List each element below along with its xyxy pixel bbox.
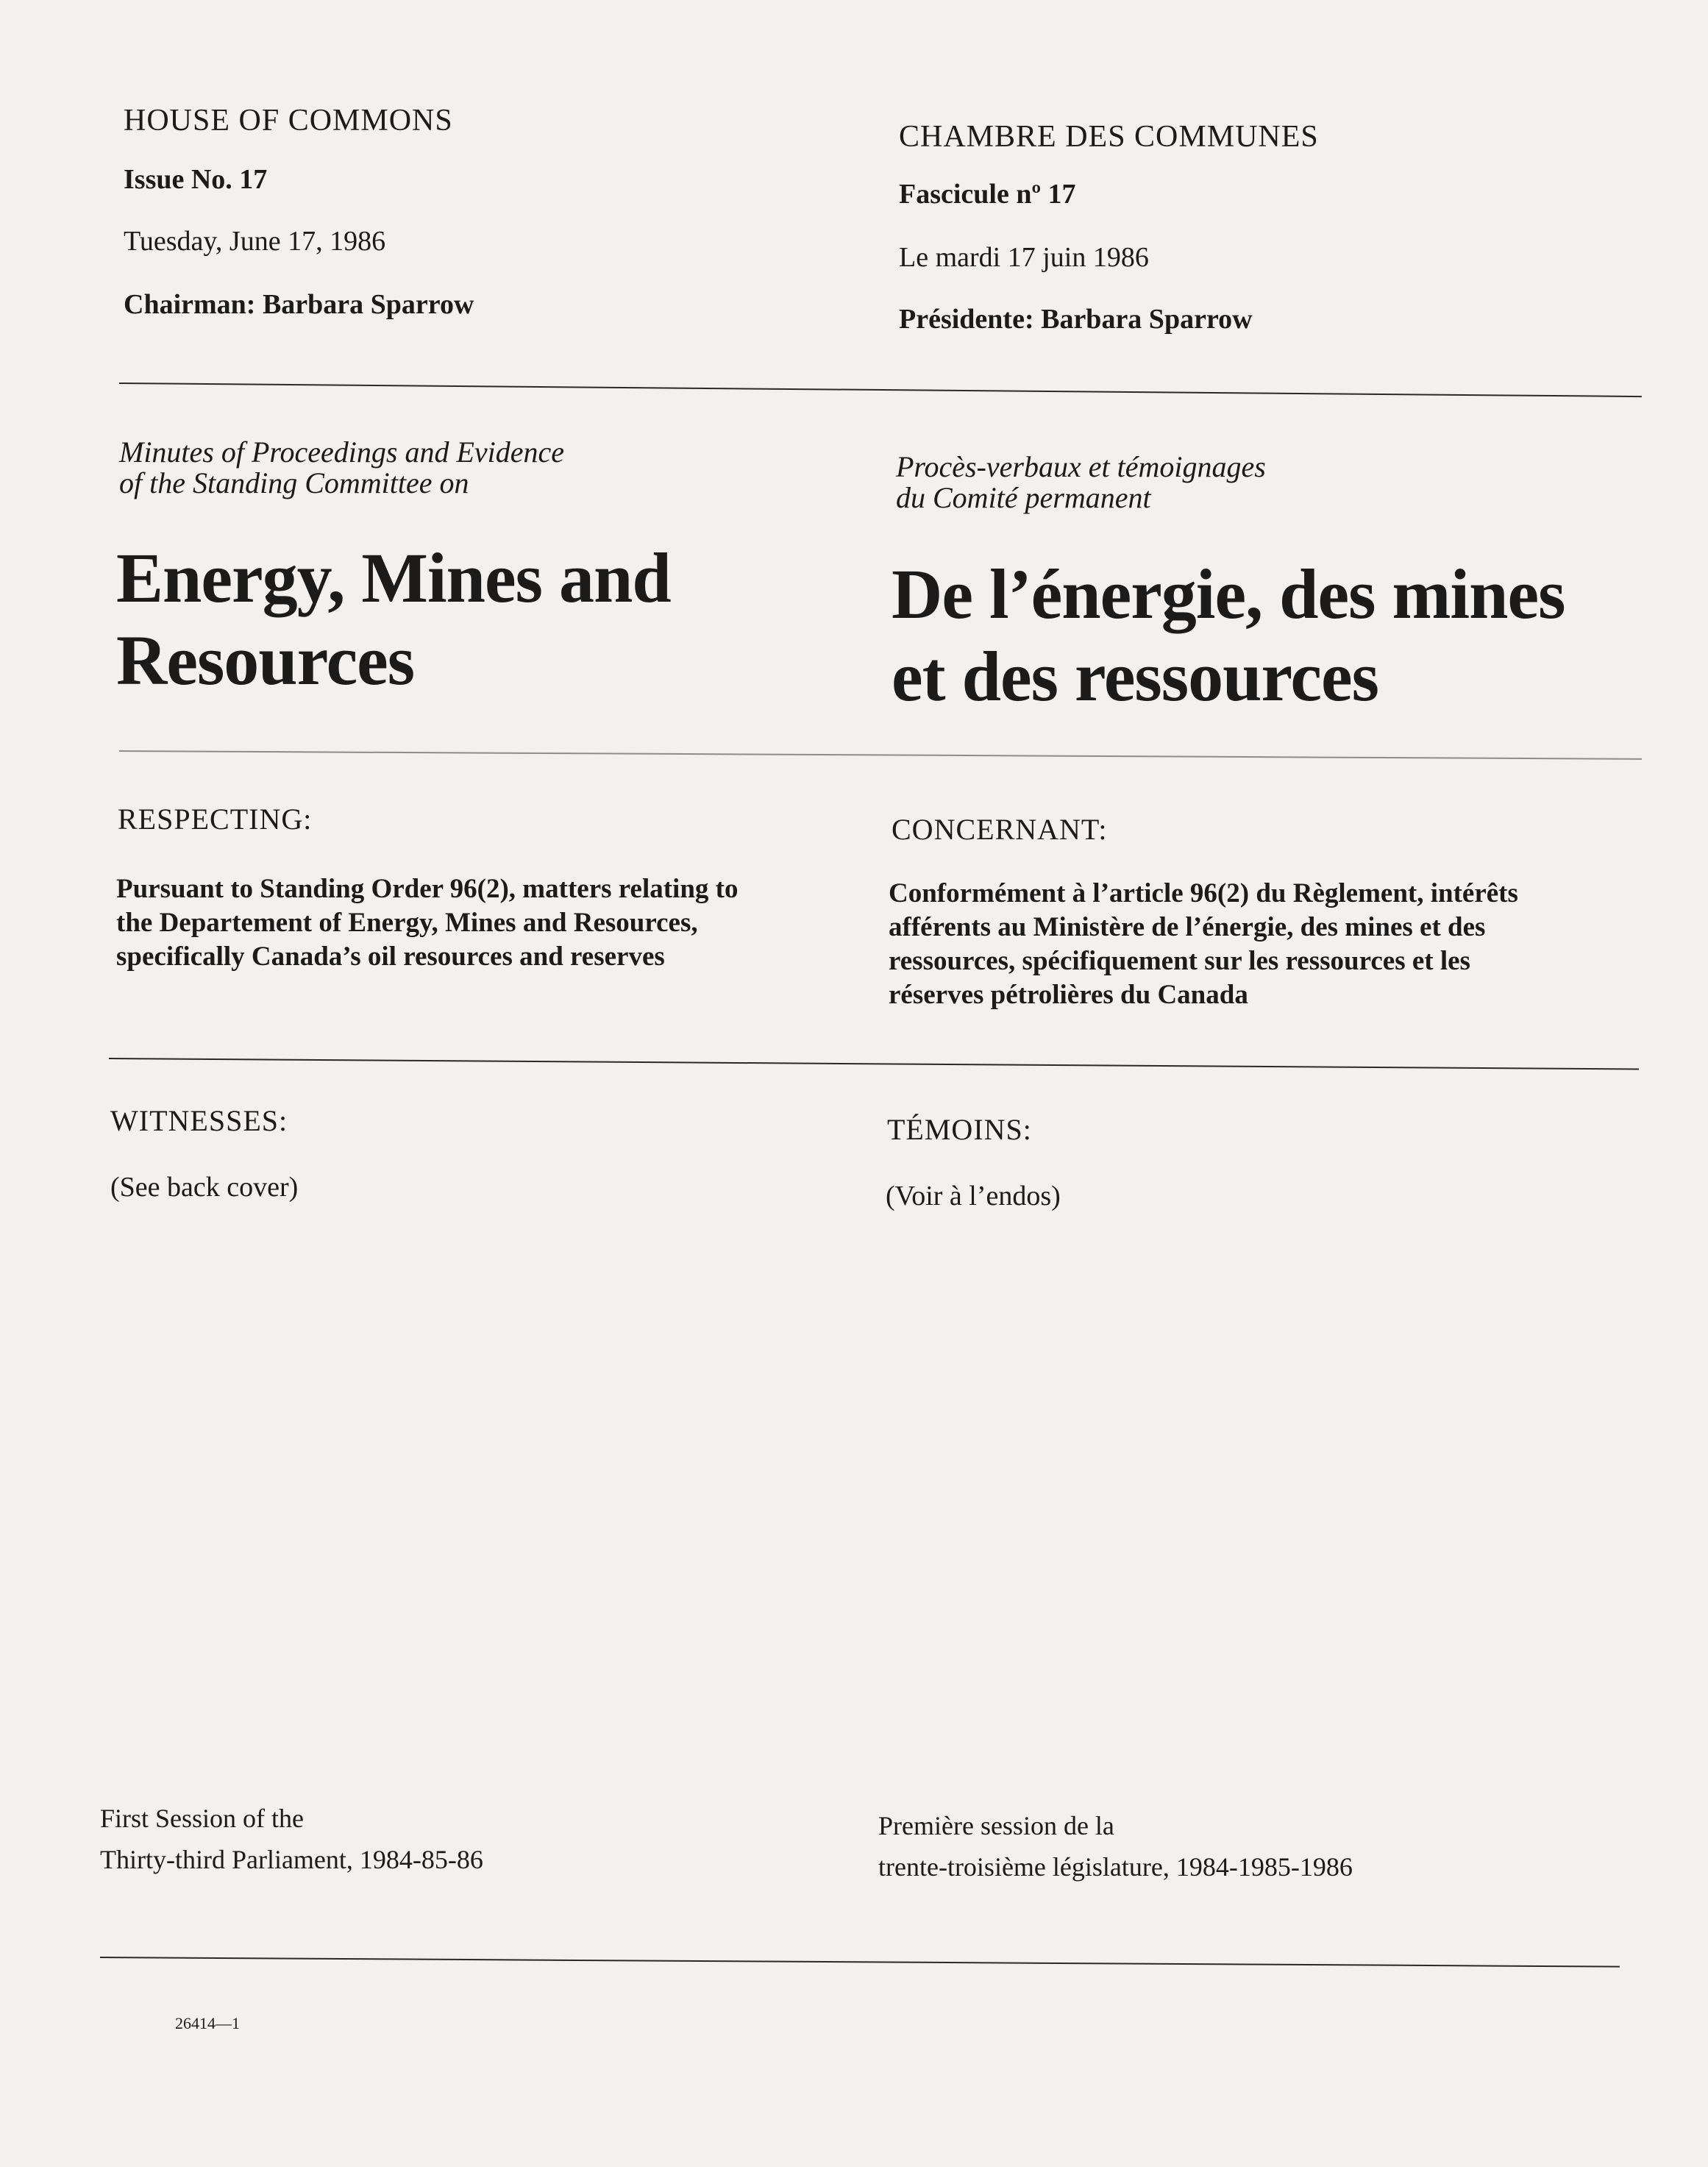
committee-title-en: Energy, Mines and Resources <box>116 538 671 700</box>
respecting-heading: RESPECTING: <box>118 803 313 836</box>
issue-number-en: Issue No. 17 <box>124 164 268 195</box>
see-back-cover: (See back cover) <box>110 1172 299 1203</box>
session-en: First Session of the Thirty-third Parliament, 1984-85-86 <box>100 1804 483 1874</box>
subtitle-en: Minutes of Proceedings and Evidence of the Standing Committee on <box>119 435 564 499</box>
issue-date-fr: Le mardi 17 juin 1986 <box>899 242 1149 273</box>
chair-fr: Présidente: Barbara Sparrow <box>899 304 1253 335</box>
temoins-heading: TÉMOINS: <box>887 1113 1032 1146</box>
issue-date-en: Tuesday, June 17, 1986 <box>124 226 386 257</box>
rule-mid <box>119 750 1642 760</box>
respecting-body: Pursuant to Standing Order 96(2), matters relating to the Departement of Energy, Mines and Resources, specifically Canada’s oil resources and reserves <box>116 874 739 972</box>
concernant-heading: CONCERNANT: <box>892 813 1108 846</box>
concernant-body: Conformément à l’article 96(2) du Règlement, intérêts afférents au Ministère de l’énergie, des mines et des ressources, spécifiquement sur les ressources et les réserves pétrolières du Canada <box>889 878 1518 1010</box>
house-title-fr: CHAMBRE DES COMMUNES <box>899 120 1319 154</box>
print-code: 26414—1 <box>175 2014 240 2032</box>
rule-bottom <box>100 1957 1620 1968</box>
chair-en: Chairman: Barbara Sparrow <box>124 289 474 320</box>
house-title-en: HOUSE OF COMMONS <box>124 104 453 138</box>
rule-lower <box>109 1058 1639 1070</box>
voir-endos: (Voir à l’endos) <box>886 1181 1061 1211</box>
committee-title-fr: De l’énergie, des mines et des ressources <box>892 555 1565 716</box>
rule-top <box>119 382 1642 397</box>
issue-number-fr: Fascicule nº 17 <box>899 179 1076 210</box>
subtitle-fr: Procès-verbaux et témoignages du Comité permanent <box>896 450 1266 514</box>
session-fr: Première session de la trente-troisième législature, 1984-1985-1986 <box>878 1811 1353 1882</box>
witnesses-heading: WITNESSES: <box>110 1104 288 1137</box>
